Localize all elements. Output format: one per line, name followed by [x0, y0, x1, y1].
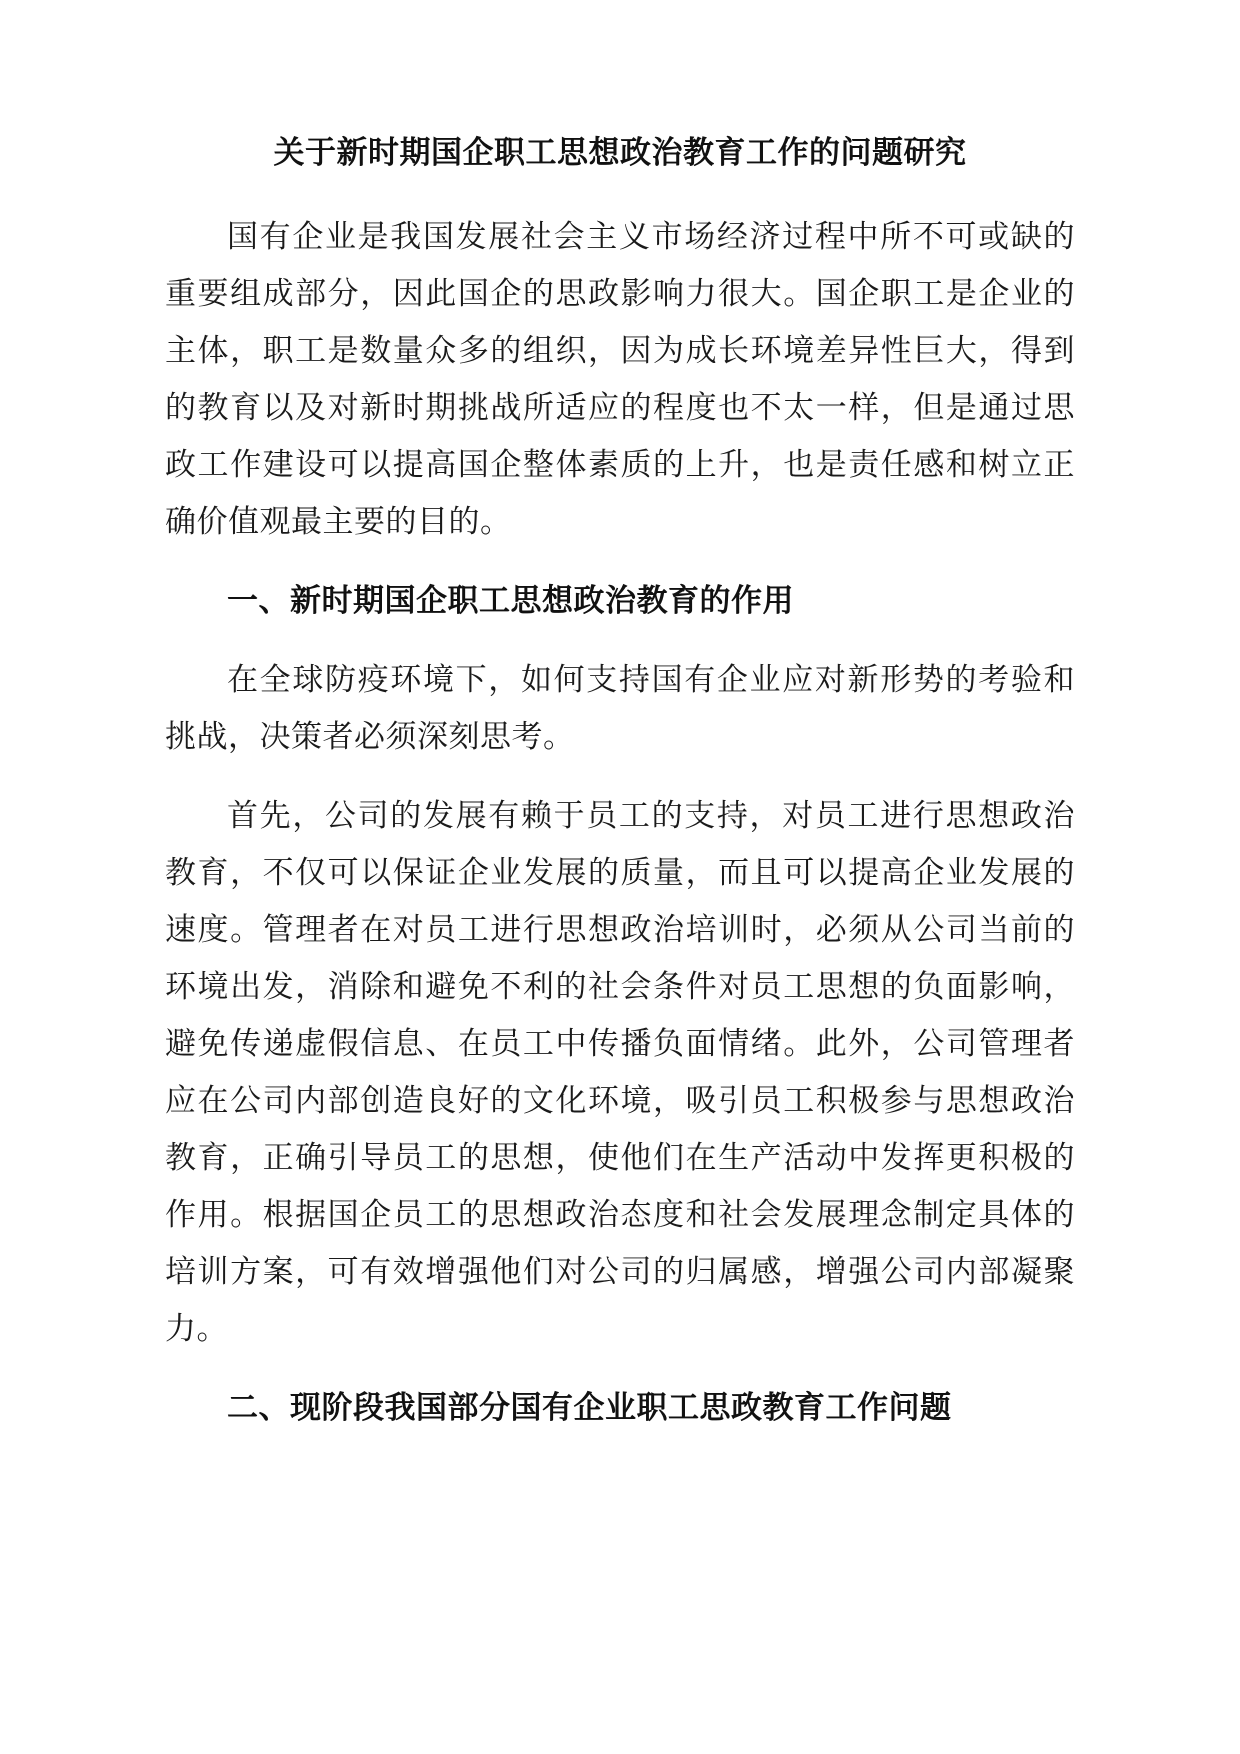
section-1-paragraph-2: 首先，公司的发展有赖于员工的支持，对员工进行思想政治教育，不仅可以保证企业发展的质量，而且可以提高企业发展的速度。管理者在对员工进行思想政治培训时，必须从公司当前的环境出发，消除和避免不利的社会条件对员工思想的负面影响，避免传递虚假信息、在员工中传播负面情绪。此外，公司管理者应在公司内部创造良好的文化环境，吸引员工积极参与思想政治教育，正确引导员工的思想，使他们在生产活动中发挥更积极的作用。根据国企员工的思想政治态度和社会发展理念制定具体的培训方案，可有效增强他们对公司的归属感，增强公司内部凝聚力。 — [165, 797, 1075, 1347]
document-title: 关于新时期国企职工思想政治教育工作的问题研究 — [273, 135, 967, 171]
section-heading-2: 二、现阶段我国部分国有企业职工思政教育工作问题 — [227, 1389, 952, 1426]
section-1-paragraph-1: 在全球防疫环境下，如何支持国有企业应对新形势的考验和挑战，决策者必须深刻思考。 — [165, 661, 1075, 755]
section-heading-1: 一、新时期国企职工思想政治教育的作用 — [227, 582, 794, 619]
intro-paragraph: 国有企业是我国发展社会主义市场经济过程中所不可或缺的重要组成部分，因此国企的思政影响力很大。国企职工是企业的主体，职工是数量众多的组织，因为成长环境差异性巨大，得到的教育以及对新时期挑战所适应的程度也不太一样，但是通过思政工作建设可以提高国企整体素质的上升，也是责任感和树立正确价值观最主要的目的。 — [165, 218, 1075, 540]
